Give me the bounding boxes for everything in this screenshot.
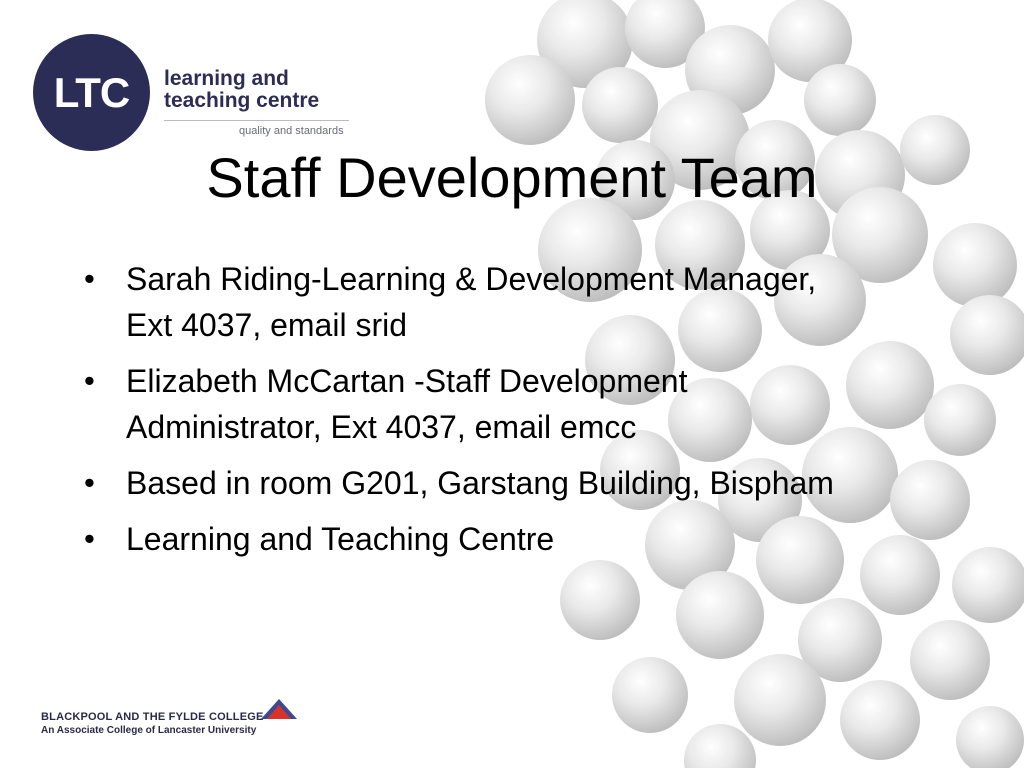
college-logo xyxy=(41,697,311,742)
bubble-shape xyxy=(890,460,970,540)
bubble-shape xyxy=(582,67,658,143)
ltc-logo-circle xyxy=(33,34,150,151)
ltc-logo-divider xyxy=(164,120,349,121)
bullet-icon: • xyxy=(84,465,95,500)
bubble-shape xyxy=(924,384,996,456)
ltc-logo-tagline: quality and standards xyxy=(239,125,344,137)
bullet-icon: • xyxy=(84,521,95,556)
ltc-logo xyxy=(33,34,363,154)
bubble-shape xyxy=(676,571,764,659)
bullet-icon: • xyxy=(84,261,95,296)
bullet-list xyxy=(84,256,864,572)
bubble-shape xyxy=(910,620,990,700)
bubble-shape xyxy=(956,706,1024,768)
college-affiliation: An Associate College of Lancaster University xyxy=(41,725,257,736)
bubble-shape xyxy=(840,680,920,760)
ltc-logo-line-2: teaching centre xyxy=(164,89,320,112)
bullet-text: Sarah Riding-Learning & Development Manager, Ext 4037, email srid xyxy=(126,261,817,343)
ltc-logo-mark: LTC xyxy=(53,68,130,116)
bullet-text: Learning and Teaching Centre xyxy=(126,521,555,557)
bubble-shape xyxy=(485,55,575,145)
bullet-item-4 xyxy=(84,516,864,562)
bubble-shape xyxy=(560,560,640,640)
bullet-icon: • xyxy=(84,363,95,398)
bubble-shape xyxy=(612,657,688,733)
ltc-logo-wordmark xyxy=(164,68,364,112)
slide-title: Staff Development Team xyxy=(206,146,818,209)
bubble-shape xyxy=(933,223,1017,307)
college-triangle-icon xyxy=(259,697,299,721)
bullet-text: Elizabeth McCartan -Staff Development Administrator, Ext 4037, email emcc xyxy=(126,363,688,445)
bubble-shape xyxy=(950,295,1024,375)
bullet-item-2 xyxy=(84,358,864,450)
ltc-logo-line-1: learning and xyxy=(164,67,289,90)
bullet-item-3 xyxy=(84,460,864,506)
bubble-shape xyxy=(860,535,940,615)
college-name: BLACKPOOL AND THE FYLDE COLLEGE xyxy=(41,711,264,723)
bubble-shape xyxy=(804,64,876,136)
bubble-shape xyxy=(734,654,826,746)
bullet-text: Based in room G201, Garstang Building, Bispham xyxy=(126,465,834,501)
bubble-shape xyxy=(684,724,756,768)
bubble-shape xyxy=(952,547,1024,623)
bullet-item-1 xyxy=(84,256,864,348)
